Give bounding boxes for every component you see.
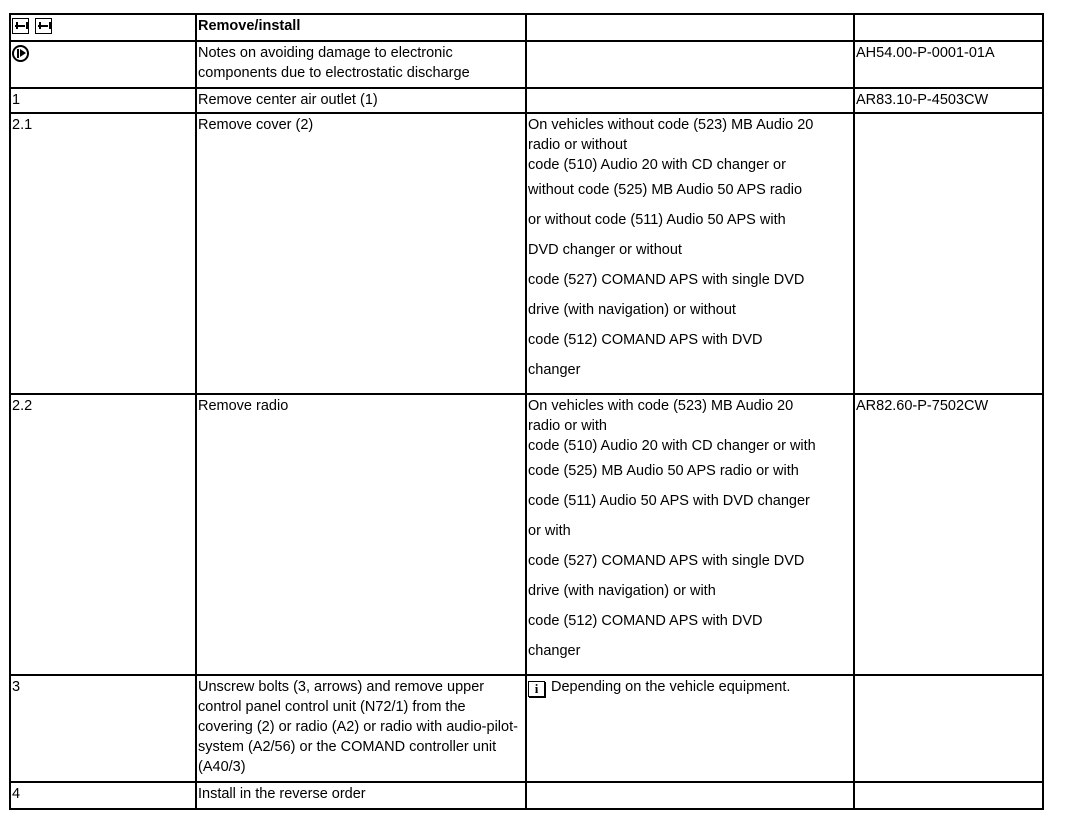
procedure-icon — [35, 18, 52, 34]
action-cell: Install in the reverse order — [196, 782, 526, 809]
condition-cell — [526, 394, 854, 675]
action-cell: Remove cover (2) — [196, 113, 526, 394]
reference-link[interactable] — [854, 113, 1043, 394]
table-row — [10, 41, 1043, 88]
condition-line: without code (525) MB Audio 50 APS radio — [528, 182, 803, 198]
info-icon: i — [528, 681, 545, 697]
condition-cell — [526, 113, 854, 394]
condition-cell — [526, 41, 854, 88]
header-icons-cell — [10, 14, 196, 41]
condition-cell — [526, 88, 854, 113]
condition-line: code (512) COMAND APS with DVD — [528, 613, 763, 629]
condition-cell — [526, 782, 854, 809]
condition-line: DVD changer or without — [528, 242, 682, 258]
condition-line: drive (with navigation) or without — [528, 302, 736, 318]
condition-line: radio or without — [528, 137, 628, 153]
table-row — [10, 675, 1043, 782]
condition-cell — [526, 675, 854, 782]
table-row — [10, 113, 1043, 394]
step-cell: 1 — [10, 88, 196, 113]
condition-line: code (510) Audio 20 with CD changer or with — [528, 438, 816, 454]
header-empty-cell — [854, 14, 1043, 41]
reference-link[interactable] — [854, 782, 1043, 809]
condition-line: or with — [528, 523, 571, 539]
condition-line: changer — [528, 643, 581, 659]
condition-line: radio or with — [528, 418, 607, 434]
condition-note: Depending on the vehicle equipment. — [551, 679, 791, 695]
table-header-row — [10, 14, 1043, 41]
condition-line: On vehicles with code (523) MB Audio 20 — [528, 398, 794, 414]
condition-line: code (510) Audio 20 with CD changer or — [528, 157, 786, 173]
table-row — [10, 782, 1043, 809]
procedure-icon — [12, 18, 29, 34]
condition-line: drive (with navigation) or with — [528, 583, 716, 599]
condition-line: code (512) COMAND APS with DVD — [528, 332, 763, 348]
reference-link[interactable] — [854, 675, 1043, 782]
reference-link[interactable]: AR82.60-P-7502CW — [854, 394, 1043, 675]
play-circle-icon[interactable] — [12, 45, 29, 62]
step-cell: 4 — [10, 782, 196, 809]
procedure-table — [9, 13, 1044, 810]
condition-line: code (527) COMAND APS with single DVD — [528, 553, 805, 569]
step-cell: 2.1 — [10, 113, 196, 394]
header-title: Remove/install — [196, 14, 526, 41]
condition-line: code (525) MB Audio 50 APS radio or with — [528, 463, 799, 479]
condition-line: or without code (511) Audio 50 APS with — [528, 212, 786, 228]
action-cell: Unscrew bolts (3, arrows) and remove upper control panel control unit (N72/1) from the covering (2) or radio (A2) or radio with audio-pilot-system (A2/56) or the COMAND controller unit (A40/3) — [196, 675, 526, 782]
condition-line: code (511) Audio 50 APS with DVD changer — [528, 493, 810, 509]
reference-link[interactable]: AH54.00-P-0001-01A — [854, 41, 1043, 88]
condition-line: changer — [528, 362, 581, 378]
step-cell: 2.2 — [10, 394, 196, 675]
step-cell: 3 — [10, 675, 196, 782]
condition-line: On vehicles without code (523) MB Audio 20 — [528, 117, 814, 133]
action-cell: Notes on avoiding damage to electronic components due to electrostatic discharge — [196, 41, 526, 88]
header-empty-cell — [526, 14, 854, 41]
condition-line: code (527) COMAND APS with single DVD — [528, 272, 805, 288]
table-row — [10, 394, 1043, 675]
reference-link[interactable]: AR83.10-P-4503CW — [854, 88, 1043, 113]
table-row — [10, 88, 1043, 113]
action-cell: Remove center air outlet (1) — [196, 88, 526, 113]
step-cell — [10, 41, 196, 88]
action-cell: Remove radio — [196, 394, 526, 675]
